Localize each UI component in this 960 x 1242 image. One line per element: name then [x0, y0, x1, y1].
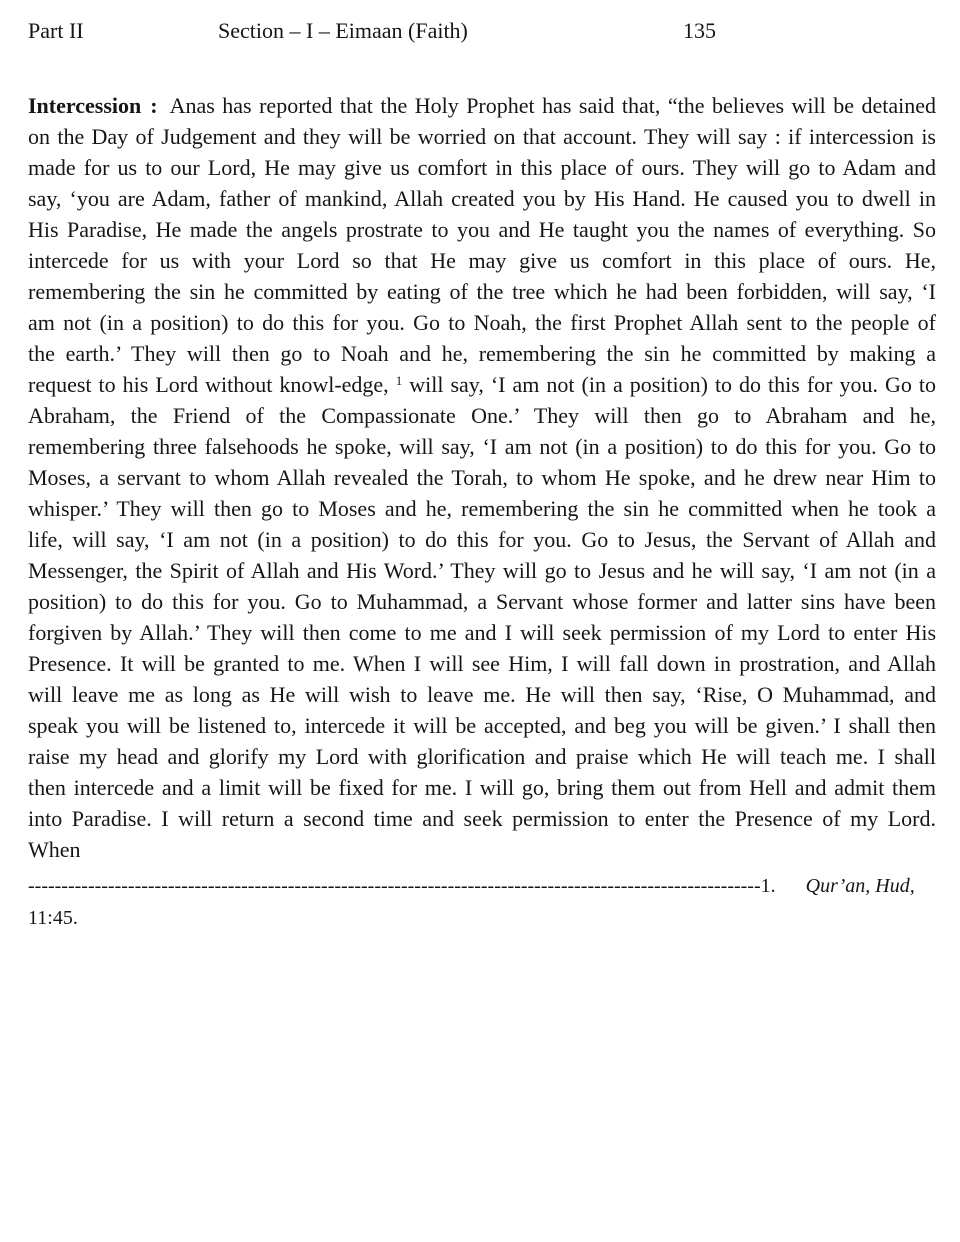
- footnote-separator-dashes: --------------------------------------------------------------------------------------------------------------: [28, 875, 761, 897]
- header-part-label: Part II: [28, 18, 84, 43]
- header-page-number: 135: [683, 18, 716, 43]
- intercession-paragraph: [28, 90, 936, 865]
- paragraph-text-before-footnote-ref: Anas has reported that the Holy Prophet has said that, “the believes will be detained on the Day of Judgement and they will be worried on that account. They will say : if intercession is made for us to our Lord, He may give us comfort in this place of ours. They will go to Adam and say, ‘you are Adam, father of mankind, Allah created you by His Hand. He caused you to dwell in His Paradise, He made the angels prostrate to you and He taught you the names of everything. So intercede for us with your Lord so that He may give us comfort in this place of ours. He, remembering the sin he committed by eating of the tree which he had been forbidden, will say, ‘I am not (in a position) to do this for you. Go to Noah, the first Prophet Allah sent to the people of the earth.’ They will then go to Noah and he, remembering the sin he committed by making a request to his Lord without knowl-edge,: [28, 93, 936, 397]
- footnote-verse-reference: 11:45.: [28, 907, 78, 929]
- paragraph-lead-word: Intercession: [28, 93, 142, 118]
- footnote-section: [28, 871, 936, 933]
- footnote-citation: Qur’an, Hud,: [805, 875, 915, 897]
- page-header: [28, 16, 936, 48]
- paragraph-lead-separator: :: [150, 93, 158, 118]
- footnote-number: 1.: [760, 875, 776, 897]
- footnote-line: [28, 871, 936, 901]
- header-section-title: Section – I – Eimaan (Faith): [218, 18, 468, 43]
- footnote-reference-superscript: 1: [395, 373, 403, 388]
- paragraph-text-after-footnote-ref: will say, ‘I am not (in a position) to do this for you. Go to Abraham, the Friend of the Compassionate One.’ They will then go to Abraham and he, remembering three falsehoods he spoke, will say, ‘I am not (in a position) to do this for you. Go to Moses, a servant to whom Allah revealed the Torah, to whom He spoke, and he drew near Him to whisper.’ They will then go to Moses and he, remembering the sin he committed when he took a life, will say, ‘I am not (in a position) to do this for you. Go to Jesus, the Servant of Allah and Messenger, the Spirit of Allah and His Word.’ They will go to Jesus and he will say, ‘I am not (in a position) to do this for you. Go to Muhammad, a Servant whose former and latter sins have been forgiven by Allah.’ They will then come to me and I will seek permission of my Lord to enter His Presence. It will be granted to me. When I will see Him, I will fall down in prostration, and Allah will leave me as long as He will wish to leave me. He will then say, ‘Rise, O Muhammad, and speak you will be listened to, intercede it will be accepted, and beg you will be given.’ I shall then raise my head and glorify my Lord with glorification and praise which He will teach me. I shall then intercede and a limit will be fixed for me. I will go, bring them out from Hell and admit them into Paradise. I will return a second time and seek permission to enter the Presence of my Lord. When: [28, 372, 937, 862]
- page-body: [28, 90, 936, 865]
